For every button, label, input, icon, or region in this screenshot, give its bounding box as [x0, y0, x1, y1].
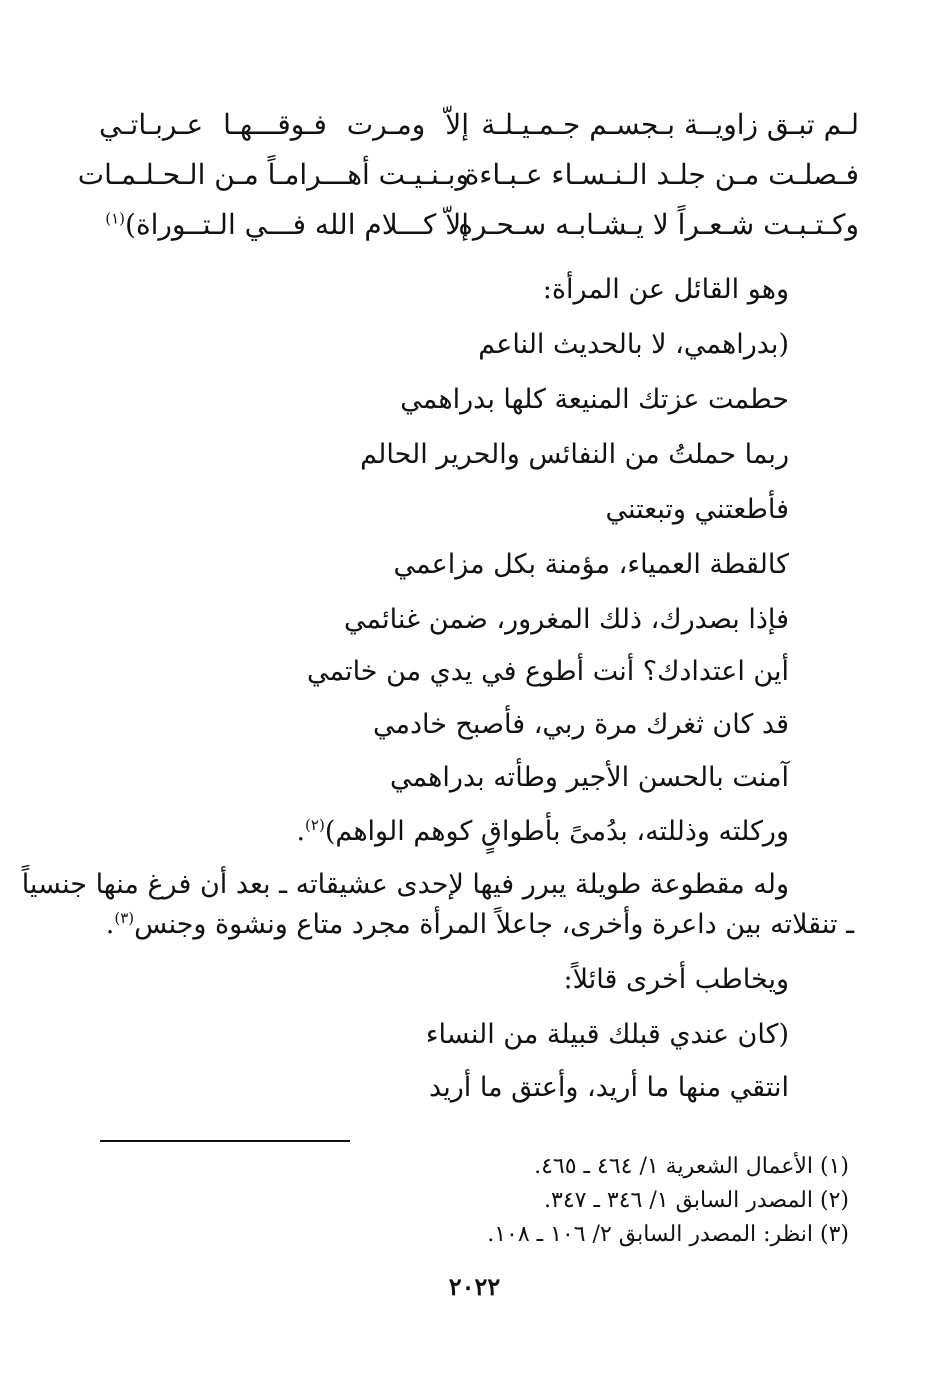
footnote-2: [544, 1186, 849, 1216]
poem-line: كالقطة العمياء، مؤمنة بكل مزاعمي: [393, 549, 789, 580]
verse-text: إلاّ كـــلام الله فـــي الـتــوراة): [125, 208, 469, 241]
verse-second-hemistich: وبـنـيـت أهـــرامـاً مـن الـحـلـمـات: [77, 158, 469, 191]
page-number: ٢٠٢٢: [448, 1272, 501, 1301]
poem-line-text: وركلته وذللته، بدُمىً بأطواقٍ كوهم الواهم): [324, 816, 789, 847]
prose-line-2: [105, 905, 854, 945]
poem-line: ربما حملتُ من النفائس والحرير الحالم: [360, 439, 789, 470]
prose-text: ـ تنقلاته بين داعرة وأخرى، جاعلاً المرأة مجرد متاع ونشوة وجنس: [134, 909, 854, 940]
text-line: وهو القائل عن المرأة:: [542, 274, 789, 305]
footnote-ref: (١): [105, 209, 126, 228]
verse-first-hemistich: وكـتـبـت شـعـراً لا يـشـابـه سـحـره: [458, 208, 859, 241]
verse-first-hemistich: لـم تبـق زاويــة بـجسـم جـمـيـلـة: [481, 108, 859, 141]
poem-line: [296, 812, 789, 852]
footnote-3: [487, 1220, 849, 1250]
poem-line: (كان عندي قبلك قبيلة من النساء: [425, 1019, 789, 1050]
verse-first-hemistich: فـصلـت مـن جلـد الـنـسـاء عـبـاءة: [464, 158, 859, 191]
footnote-divider: [100, 1140, 350, 1142]
footnote-text: الأعمال الشعرية ١/ ٤٦٤ ـ ٤٦٥.: [534, 1154, 813, 1179]
poem-line: أين اعتدادك؟ أنت أطوع في يدي من خاتمي: [306, 656, 789, 687]
verse-3: [99, 195, 859, 255]
verse-second-hemistich: إلاّ ومـرت فـوقـــهـا عـربـاتـي: [99, 108, 469, 141]
footnote-1: [534, 1152, 849, 1182]
verse-second-hemistich: [99, 195, 469, 255]
footnote-number: (٢): [819, 1188, 849, 1213]
poem-line: انتقي منها ما أريد، وأعتق ما أريد: [429, 1072, 789, 1103]
poem-line: قد كان ثغرك مرة ربي، فأصبح خادمي: [373, 709, 789, 740]
poem-line: آمنت بالحسن الأجير وطأته بدراهمي: [390, 762, 789, 793]
poem-line: فأطعتني وتبعتني: [605, 494, 789, 525]
prose-line-1: وله مقطوعة طويلة يبرر فيها لإحدى عشيقاته ـ بعد أن فرغ منها جنسياً: [21, 869, 789, 900]
footnote-text: المصدر السابق ١/ ٣٤٦ ـ ٣٤٧.: [544, 1188, 813, 1213]
poem-line: حطمت عزتك المنيعة كلها بدراهمي: [400, 384, 789, 415]
punctuation: .: [105, 909, 115, 940]
footnote-number: (٣): [819, 1222, 849, 1247]
footnote-ref: (٢): [305, 816, 325, 834]
footnote-text: انظر: المصدر السابق ٢/ ١٠٦ ـ ١٠٨.: [487, 1222, 813, 1247]
footnote-number: (١): [819, 1154, 849, 1179]
footnote-ref: (٣): [114, 909, 135, 927]
poem-line: (بدراهمي، لا بالحديث الناعم: [478, 329, 789, 360]
text-line: ويخاطب أخرى قائلاً:: [563, 964, 789, 995]
punctuation: .: [296, 816, 306, 847]
poem-line: فإذا بصدرك، ذلك المغرور، ضمن غنائمي: [344, 604, 789, 635]
